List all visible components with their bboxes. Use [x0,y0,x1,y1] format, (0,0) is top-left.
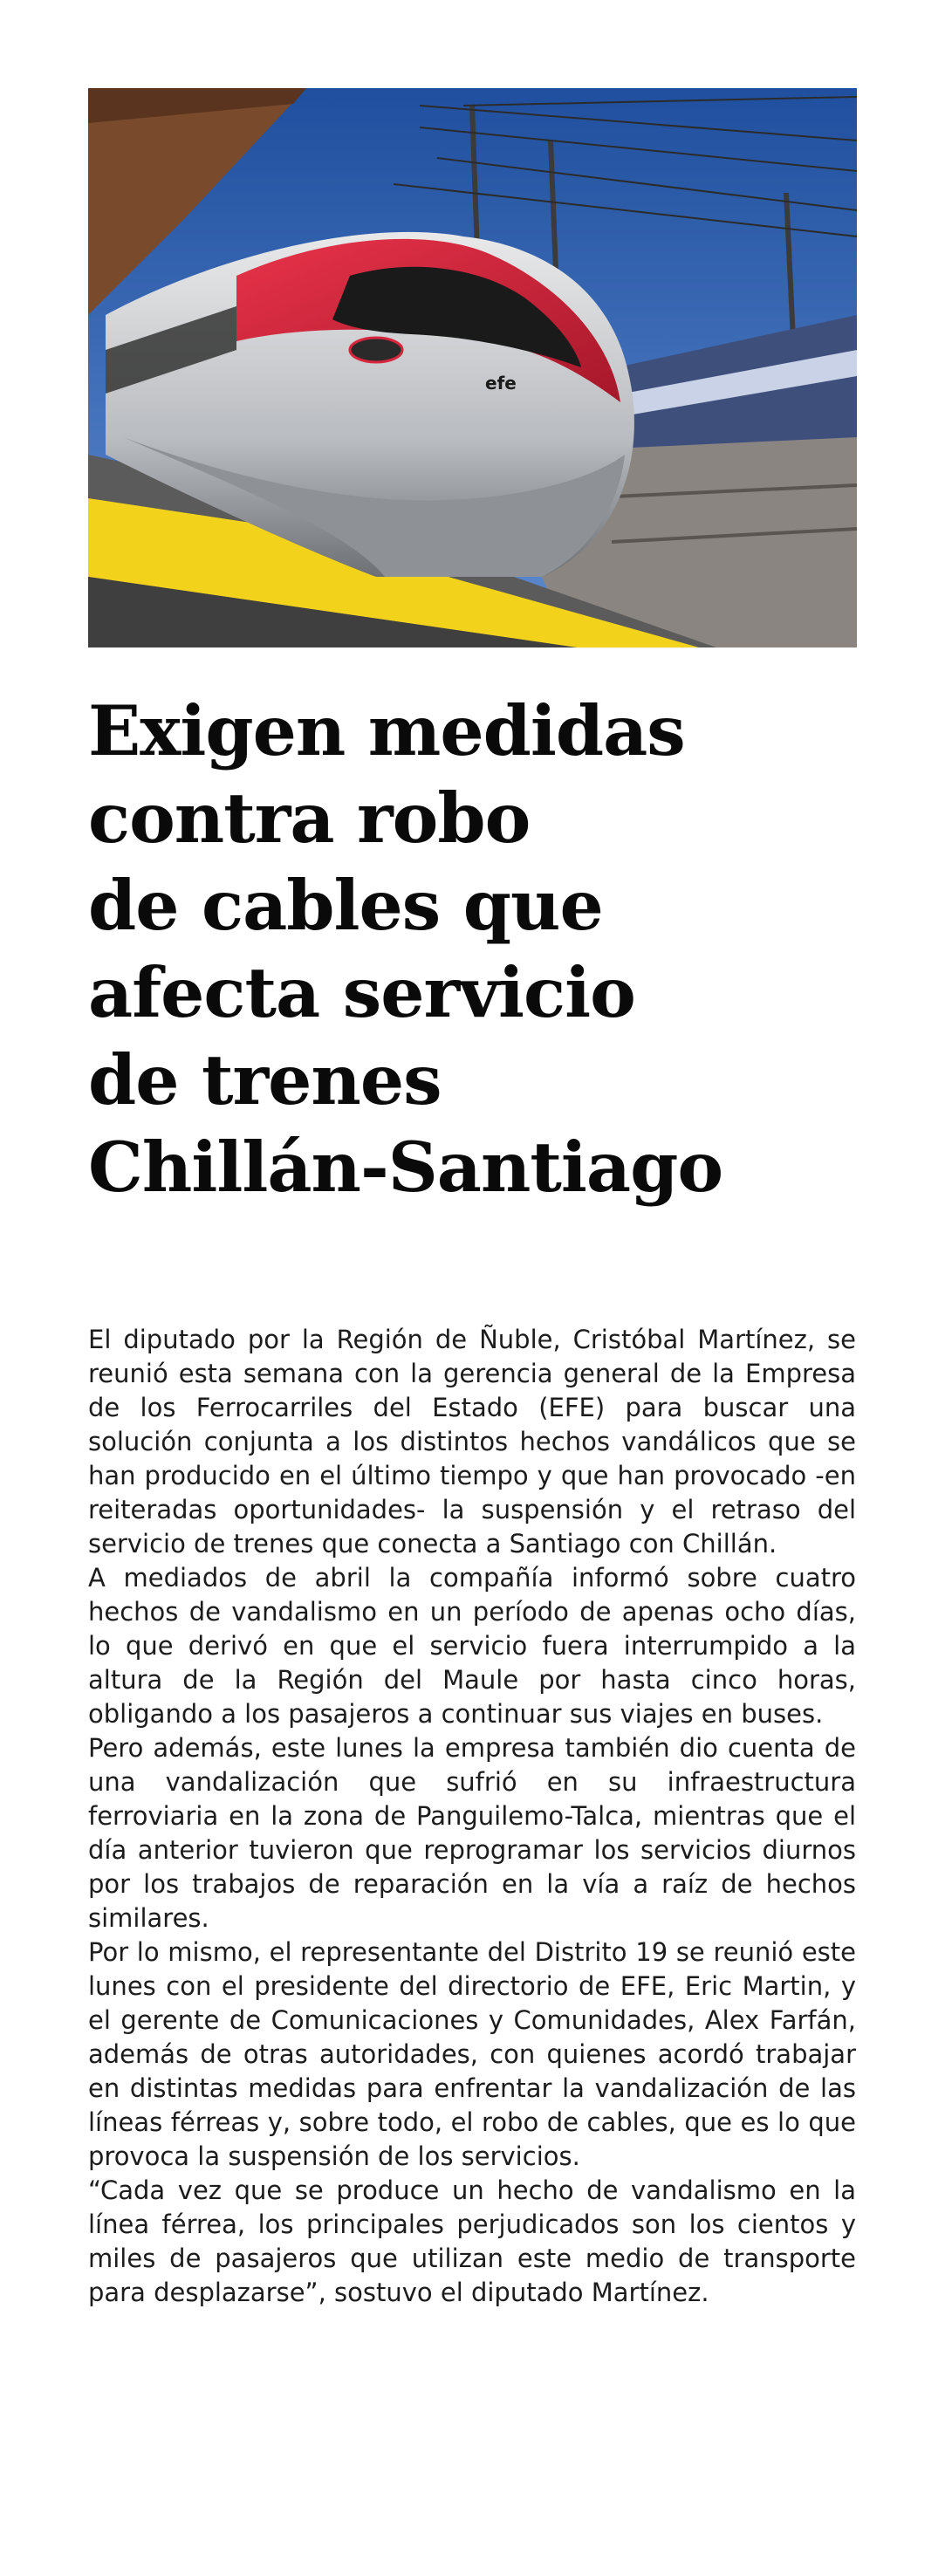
body-paragraph: El diputado por la Región de Ñuble, Cristóbal Martínez, se reunió esta semana con la gerencia general de la Empresa de los Ferrocarriles del Estado (EFE) para buscar una solución conjunta a los distintos hechos vandálicos que se han producido en el último tiempo y que han provocado -en reiteradas oportunidades- la suspensión y el retraso del servicio de trenes que conecta a Santiago con Chillán. [88,1325,856,1559]
headline-line: Exigen medidas [88,690,685,771]
body-paragraph: Pero además, este lunes la empresa también dio cuenta de una vandalización que sufrió en su infraestructura ferroviaria en la zona de Panguilemo-Talca, mientras que el día anterior tuvieron que reprogramar los servicios diurnos por los trabajos de reparación en la vía a raíz de hechos similares. [88,1733,856,1933]
body-paragraph: A mediados de abril la compañía informó sobre cuatro hechos de vandalismo en un período de apenas ocho días, lo que derivó en que el servicio fuera interrumpido a la altura de la Región del Maule por hasta cinco horas, obligando a los pasajeros a continuar sus viajes en buses. [88,1563,856,1729]
train-logo: efe [485,373,517,394]
train-photo-illustration [88,88,857,647]
headline-line: Chillán-Santiago [88,1127,723,1208]
body-paragraph: “Cada vez que se produce un hecho de vandalismo en la línea férrea, los principales perjudicados son los cientos y miles de pasajeros que utilizan este medio de transporte para desplazarse”, sostuvo el diputado Martínez. [88,2175,856,2307]
article-headline [88,688,873,1211]
headline-line: de cables que [88,865,603,946]
body-paragraph: Por lo mismo, el representante del Distrito 19 se reunió este lunes con el presidente del directorio de EFE, Eric Martin, y el gerente de Comunicaciones y Comunidades, Alex Farfán, además de otras autoridades, con quienes acordó trabajar en distintas medidas para enfrentar la vandalización de las líneas férreas y, sobre todo, el robo de cables, que es lo que provoca la suspensión de los servicios. [88,1937,856,2171]
headline-line: afecta servicio [88,952,635,1033]
train-headlight [350,338,402,362]
headline-line: contra robo [88,778,531,859]
article-photo-train [88,88,857,647]
headline-line: de trenes [88,1039,442,1120]
article-body [88,1323,856,2310]
